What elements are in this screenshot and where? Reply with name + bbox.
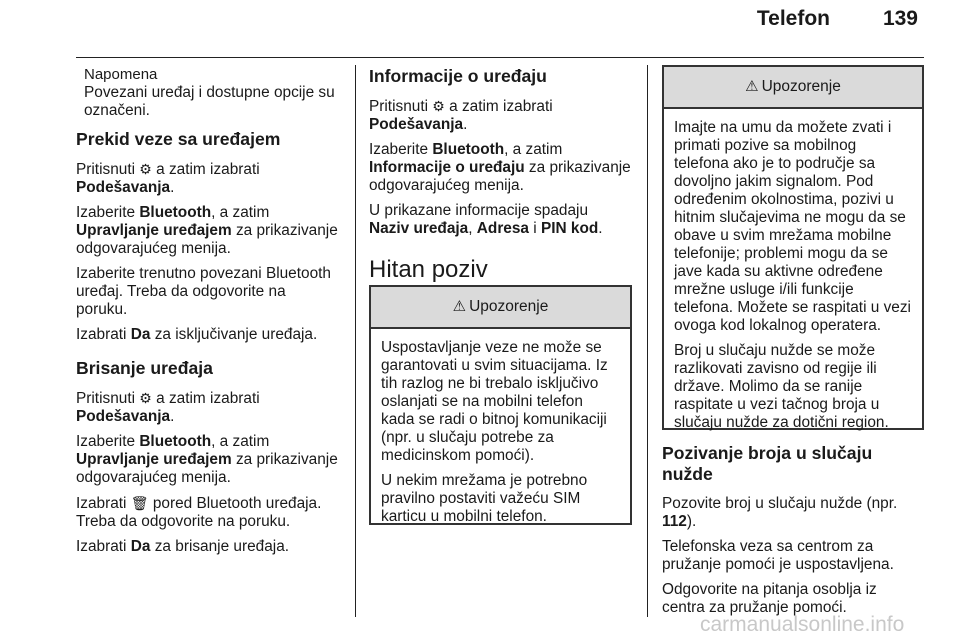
line: ovoga kod lokalnog operatera. bbox=[674, 317, 882, 334]
text: i bbox=[528, 220, 541, 237]
menu-term: Upravljanje uređajem bbox=[76, 222, 232, 239]
chapter-title-emergency: Hitan poziv bbox=[369, 256, 488, 283]
menu-term: Bluetooth bbox=[432, 141, 505, 158]
paragraph-line bbox=[662, 513, 924, 531]
menu-term: Podešavanja bbox=[369, 116, 464, 133]
note-text-1: Povezani uređaj i dostupne opcije su bbox=[84, 84, 335, 101]
warning-triangle-icon: ⚠ bbox=[745, 78, 759, 95]
line: telefonije; problemi mogu da se bbox=[674, 245, 888, 262]
section-title-delete: Brisanje uređaja bbox=[76, 358, 213, 378]
settings-icon: ⚙ bbox=[432, 98, 445, 114]
line: države. Molimo da se ranije bbox=[674, 378, 863, 395]
text: za isključivanje uređaja. bbox=[150, 326, 318, 343]
text: pored Bluetooth uređaja. bbox=[152, 495, 322, 512]
line: Imajte na umu da možete zvati i bbox=[674, 119, 892, 136]
paragraph-line: Podešavanja. bbox=[369, 116, 468, 133]
paragraph-line: Izaberite trenutno povezani Bluetooth bbox=[76, 265, 331, 282]
paragraph-line bbox=[76, 222, 344, 240]
menu-term: Da bbox=[130, 538, 151, 555]
text: Izaberite bbox=[369, 141, 429, 158]
warning-triangle-icon: ⚠ bbox=[452, 298, 467, 315]
text: Pritisnuti bbox=[76, 390, 136, 407]
text: Pritisnuti bbox=[369, 98, 429, 115]
menu-term: Podešavanja bbox=[76, 408, 171, 425]
menu-term: Bluetooth bbox=[139, 204, 212, 221]
line: oslanjati se na mobilni telefon bbox=[381, 393, 583, 410]
text: za brisanje uređaja. bbox=[150, 538, 290, 555]
text: Izaberite bbox=[76, 204, 136, 221]
text: Pritisnuti bbox=[76, 161, 136, 178]
emergency-number: 112 bbox=[662, 513, 687, 530]
settings-icon: ⚙ bbox=[139, 161, 152, 177]
note-text-2: označeni. bbox=[84, 102, 150, 119]
warning-paragraph-2 bbox=[674, 342, 912, 432]
menu-term: Adresa bbox=[476, 220, 529, 237]
paragraph-line bbox=[76, 433, 344, 451]
line: kada se radi o bitnoj komunikaciji bbox=[381, 411, 607, 428]
paragraph-line: odgovarajućeg menija. bbox=[369, 177, 524, 194]
line: slučaju nužde za dotični region. bbox=[674, 414, 889, 431]
line: razlikovati zavisno od regije ili bbox=[674, 360, 877, 377]
column-3-text bbox=[662, 443, 924, 617]
text: a zatim izabrati bbox=[156, 161, 260, 178]
paragraph-line: Podešavanja. bbox=[76, 408, 175, 425]
line: medicinskom pomoći). bbox=[381, 447, 535, 464]
text: ). bbox=[686, 513, 697, 530]
warning-box-2 bbox=[662, 65, 924, 430]
text: za prikazivanje bbox=[524, 159, 631, 176]
paragraph-line bbox=[369, 159, 632, 177]
paragraph-line: Telefonska veza sa centrom za bbox=[662, 538, 874, 555]
text: za prikazivanje bbox=[231, 222, 338, 239]
menu-term: Da bbox=[130, 326, 151, 343]
paragraph-line: centra za pružanje pomoći. bbox=[662, 599, 847, 616]
line: određenim okolnostima, pozivi u bbox=[674, 191, 894, 208]
column-1 bbox=[76, 66, 344, 556]
paragraph-line bbox=[76, 204, 344, 222]
paragraph-line: Naziv uređaja, Adresa i PIN kod. bbox=[369, 220, 603, 237]
paragraph-line: Pozovite broj u slučaju nužde (npr. bbox=[662, 495, 898, 512]
note-box bbox=[76, 66, 344, 120]
warning-title: Upozorenje bbox=[761, 78, 841, 95]
text: , a zatim bbox=[211, 433, 270, 450]
text: Izabrati bbox=[76, 326, 127, 343]
paragraph-line: uređaj. Treba da odgovorite na bbox=[76, 283, 286, 300]
line: Uspostavljanje veze ne može se bbox=[381, 339, 602, 356]
warning-paragraph-2 bbox=[381, 472, 620, 526]
paragraph-line bbox=[369, 97, 632, 116]
section-title-disconnect: Prekid veze sa uređajem bbox=[76, 129, 281, 149]
menu-term: Bluetooth bbox=[139, 433, 212, 450]
text: Izabrati bbox=[76, 495, 127, 512]
paragraph-line: odgovarajućeg menija. bbox=[76, 240, 231, 257]
paragraph-line: Treba da odgovorite na poruku. bbox=[76, 513, 291, 530]
line: (npr. u slučaju potrebe za bbox=[381, 429, 554, 446]
line: telefona ako je to područje sa bbox=[674, 155, 876, 172]
paragraph-line: poruku. bbox=[76, 301, 128, 318]
paragraph-line: pružanje pomoći je uspostavljena. bbox=[662, 556, 894, 573]
text: , a zatim bbox=[211, 204, 270, 221]
warning-paragraph-1 bbox=[674, 119, 912, 335]
line: mrežne usluge i/ili funkcije bbox=[674, 281, 854, 298]
warning-box-1 bbox=[369, 285, 632, 525]
column-2 bbox=[369, 66, 632, 284]
header-divider bbox=[76, 57, 924, 58]
column-divider-1 bbox=[355, 65, 356, 617]
line: Broj u slučaju nužde se može bbox=[674, 342, 876, 359]
text: a zatim izabrati bbox=[449, 98, 553, 115]
column-divider-2 bbox=[647, 65, 648, 617]
line: primati pozive sa mobilnog bbox=[674, 137, 857, 154]
menu-term: Podešavanja bbox=[76, 179, 171, 196]
text: Izabrati bbox=[76, 538, 127, 555]
paragraph-line bbox=[76, 538, 344, 556]
paragraph-line bbox=[369, 141, 632, 159]
warning-header bbox=[371, 287, 630, 329]
text: , bbox=[468, 220, 477, 237]
text: a zatim izabrati bbox=[156, 390, 260, 407]
text: , a zatim bbox=[504, 141, 563, 158]
menu-term: Naziv uređaja bbox=[369, 220, 469, 237]
line: pravilno postaviti važeću SIM bbox=[381, 490, 581, 507]
text: Izaberite bbox=[76, 433, 136, 450]
warning-header bbox=[664, 67, 922, 109]
line: U nekim mrežama je potrebno bbox=[381, 472, 588, 489]
page-header-title: Telefon bbox=[756, 7, 830, 30]
paragraph-line bbox=[76, 160, 344, 179]
paragraph-line: Odgovorite na pitanja osoblja iz bbox=[662, 581, 877, 598]
menu-term: Upravljanje uređajem bbox=[76, 451, 232, 468]
warning-body bbox=[664, 109, 922, 432]
paragraph-line bbox=[76, 451, 344, 469]
text: za prikazivanje bbox=[231, 451, 338, 468]
line: garantovati u svim situacijama. Iz bbox=[381, 357, 608, 374]
warning-title: Upozorenje bbox=[469, 298, 549, 315]
warning-paragraph-1 bbox=[381, 339, 620, 465]
section-title-emergency-call: Pozivanje broja u slučaju nužde bbox=[662, 443, 873, 484]
paragraph-line: Podešavanja. bbox=[76, 179, 175, 196]
note-heading: Napomena bbox=[84, 66, 158, 83]
page-number: 139 bbox=[882, 7, 918, 30]
trash-icon: 🗑 bbox=[130, 495, 149, 511]
paragraph-line bbox=[76, 326, 344, 344]
paragraph-line: odgovarajućeg menija. bbox=[76, 469, 231, 486]
menu-term: Informacije o uređaju bbox=[369, 159, 525, 176]
line: tih razlog ne bi trebalo isključivo bbox=[381, 375, 599, 392]
paragraph-line bbox=[76, 389, 344, 408]
watermark: carmanualsonline.info bbox=[700, 613, 905, 636]
line: jave kada su aktivne određene bbox=[674, 263, 883, 280]
section-title-info: Informacije o uređaju bbox=[369, 66, 547, 86]
line: dovoljno jakim signalom. Pod bbox=[674, 173, 874, 190]
settings-icon: ⚙ bbox=[139, 390, 152, 406]
paragraph-line bbox=[76, 494, 344, 513]
line: hitnim slučajevima ne mogu da se bbox=[674, 209, 906, 226]
line: raspitate u vezi tačnog broja u bbox=[674, 396, 880, 413]
menu-term: PIN kod bbox=[540, 220, 599, 237]
line: obave u svim mrežama mobilne bbox=[674, 227, 892, 244]
paragraph-line: U prikazane informacije spadaju bbox=[369, 202, 589, 219]
warning-body bbox=[371, 329, 630, 526]
line: karticu u mobilni telefon. bbox=[381, 508, 547, 525]
line: telefona. Možete se raspitati u vezi bbox=[674, 299, 911, 316]
